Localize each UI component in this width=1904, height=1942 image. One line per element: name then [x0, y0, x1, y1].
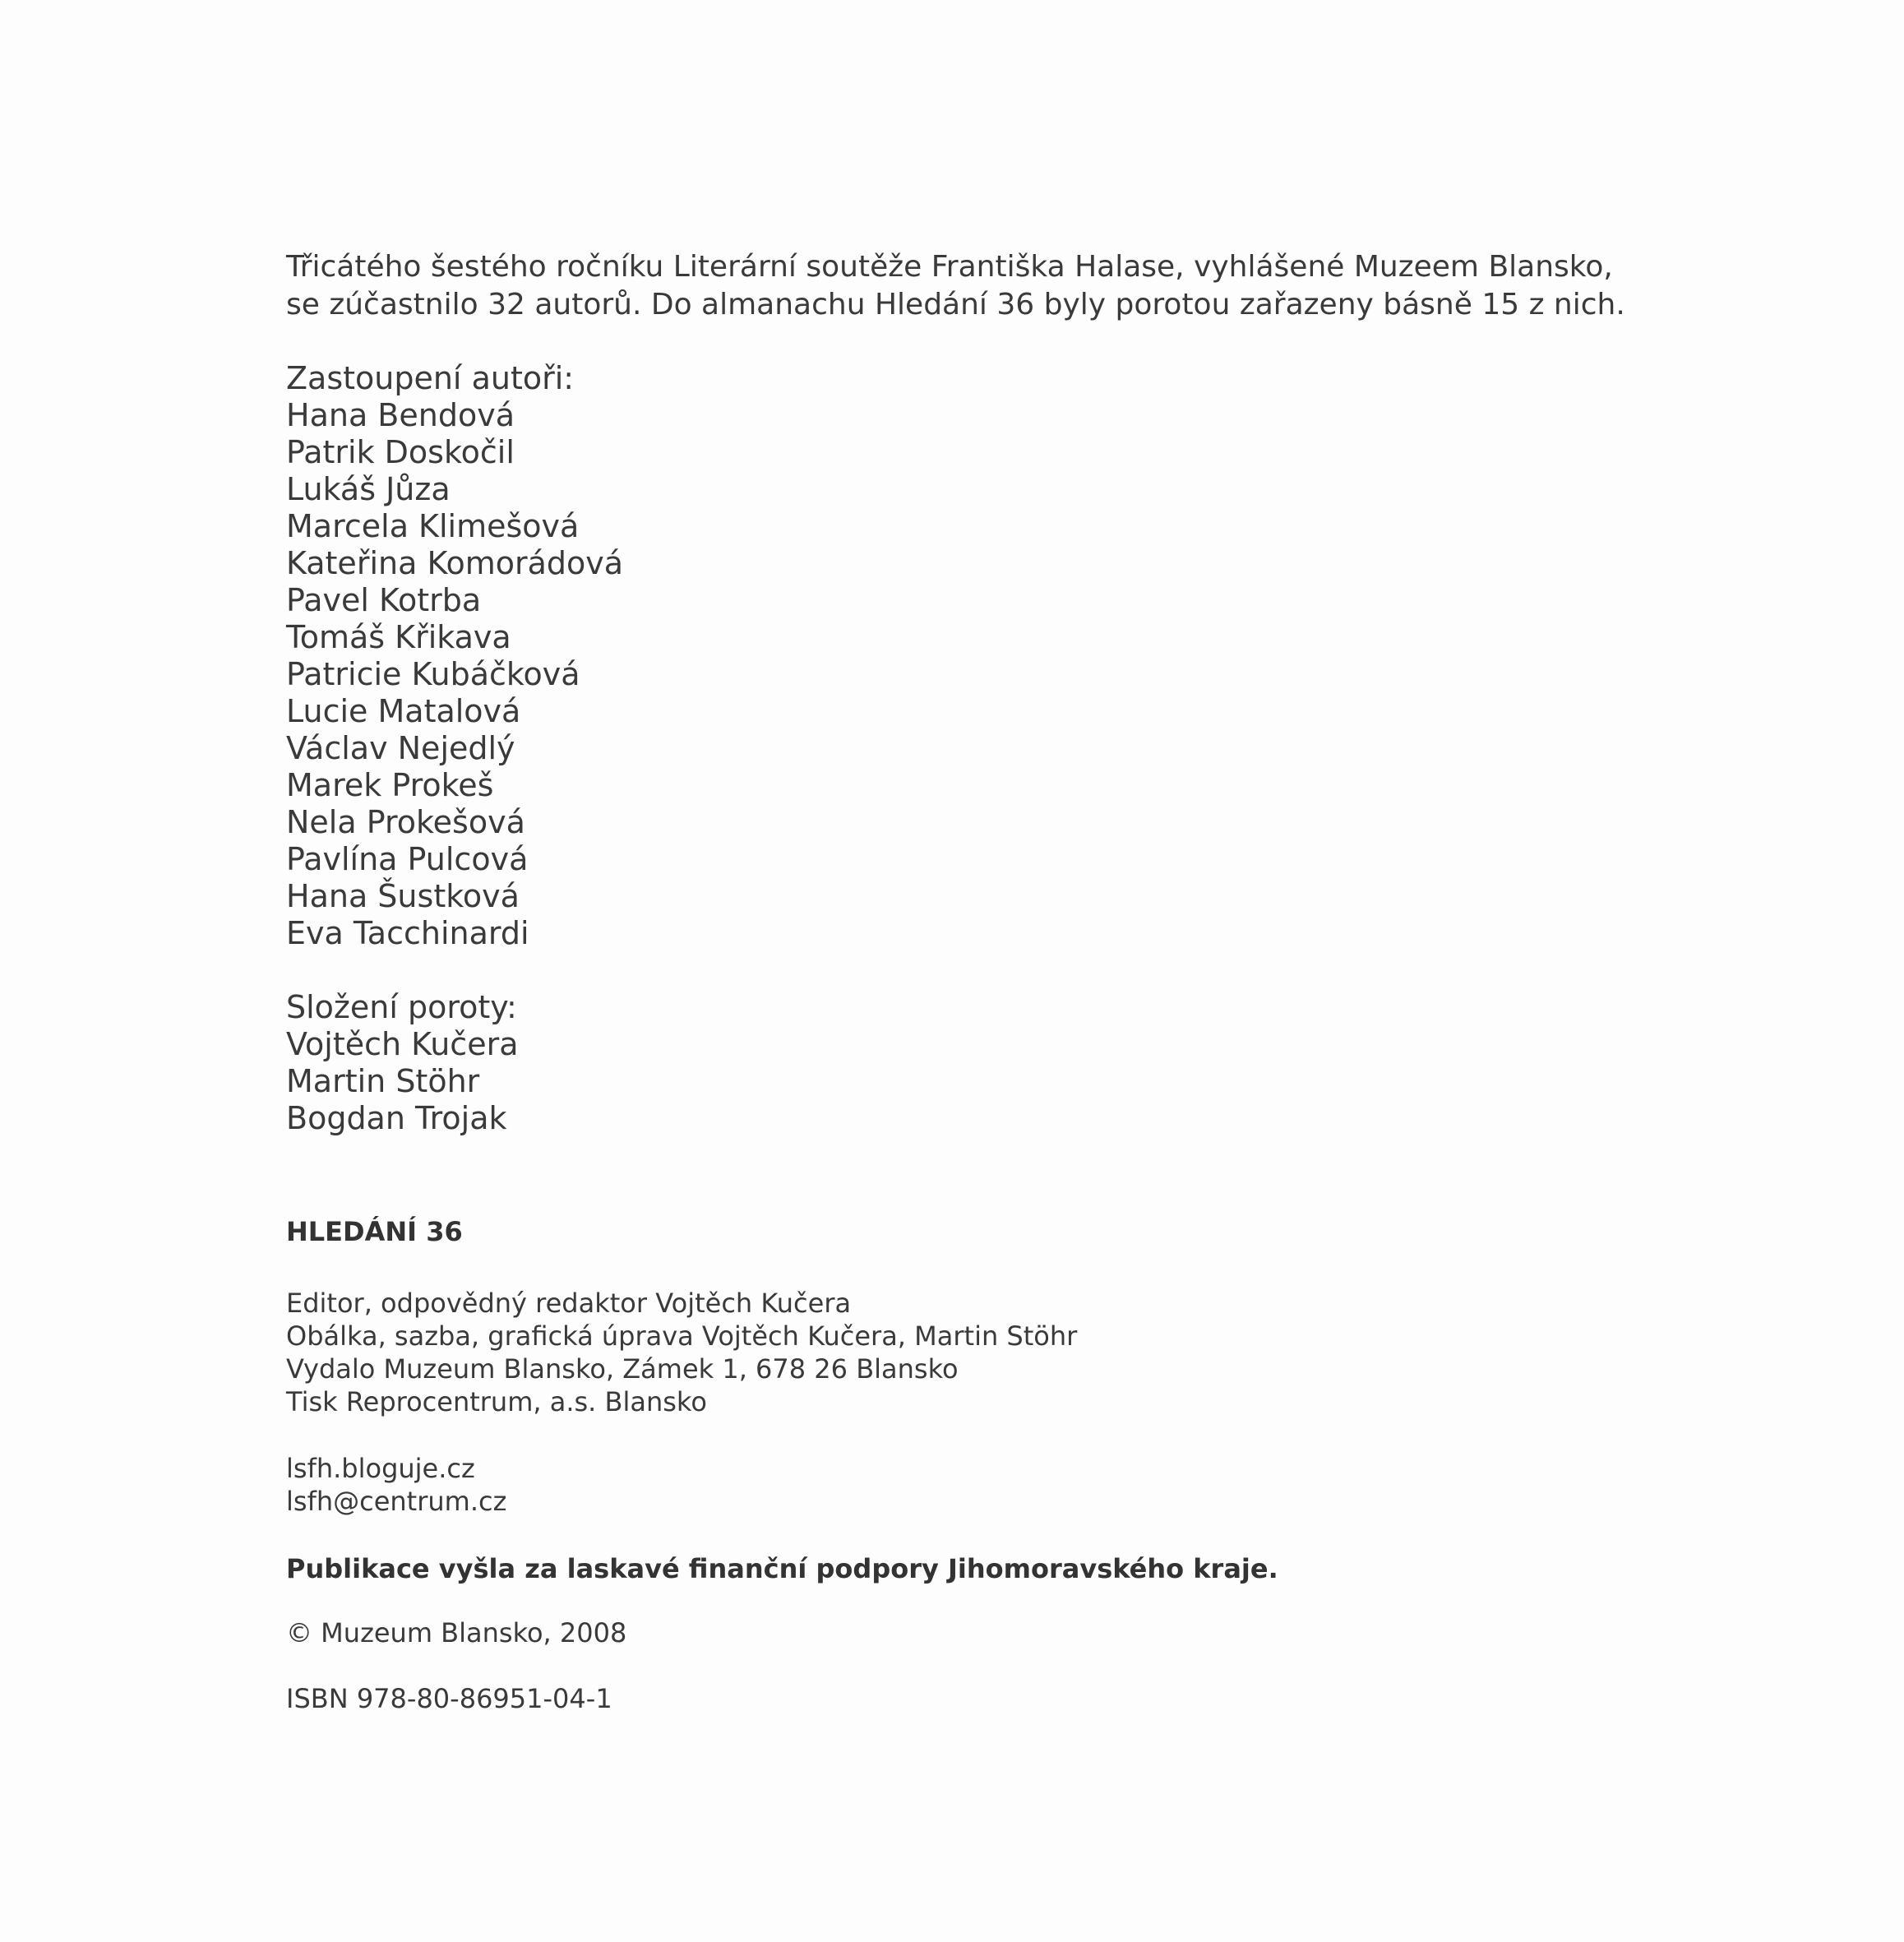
author-name: Marcela Klimešová: [286, 508, 580, 544]
author-name: Marek Prokeš: [286, 767, 494, 803]
author-name: Lukáš Jůza: [286, 471, 451, 507]
author-name: Hana Bendová: [286, 397, 515, 433]
support-note: Publikace vyšla za laskavé finanční podpory Jihomoravského kraje.: [286, 1553, 1278, 1584]
author-name: Patrik Doskočil: [286, 434, 515, 470]
jury-heading: Složení poroty:: [286, 989, 517, 1025]
author-name: Lucie Matalová: [286, 693, 521, 729]
author-name: Hana Šustková: [286, 878, 520, 914]
author-name: Eva Tacchinardi: [286, 915, 529, 951]
email-link[interactable]: lsfh@centrum.cz: [286, 1486, 507, 1517]
web-contacts: [286, 1452, 506, 1518]
imprint-block: [286, 1287, 1077, 1418]
book-title: HLEDÁNÍ 36: [286, 1216, 463, 1247]
author-name: Nela Prokešová: [286, 804, 525, 840]
imprint-line: Tisk Reprocentrum, a.s. Blansko: [286, 1386, 707, 1417]
intro-line: se zúčastnilo 32 autorů. Do almanachu Hledání 36 byly porotou zařazeny básně 15 z nich.: [286, 288, 1625, 321]
intro-line: Třicátého šestého ročníku Literární soutěže Františka Halase, vyhlášené Muzeem Blansko,: [286, 250, 1613, 284]
imprint-line: Obálka, sazba, grafická úprava Vojtěch Kučera, Martin Stöhr: [286, 1320, 1078, 1352]
website-link[interactable]: lsfh.bloguje.cz: [286, 1453, 475, 1484]
author-name: Pavlína Pulcová: [286, 841, 529, 877]
author-name: Tomáš Křikava: [286, 619, 511, 655]
copyright-notice: © Muzeum Blansko, 2008: [286, 1617, 627, 1648]
jury-member: Vojtěch Kučera: [286, 1026, 519, 1062]
author-name: Patricie Kubáčková: [286, 656, 580, 692]
author-name: Václav Nejedlý: [286, 730, 515, 766]
author-name: Kateřina Komorádová: [286, 545, 624, 581]
intro-paragraph: [286, 248, 1733, 324]
authors-list: [286, 360, 623, 952]
imprint-line: Vydalo Muzeum Blansko, Zámek 1, 678 26 Blansko: [286, 1353, 959, 1385]
authors-heading: Zastoupení autoři:: [286, 360, 575, 396]
author-name: Pavel Kotrba: [286, 582, 482, 618]
jury-member: Bogdan Trojak: [286, 1100, 507, 1136]
jury-member: Martin Stöhr: [286, 1063, 480, 1099]
isbn-number: ISBN 978-80-86951-04-1: [286, 1683, 612, 1714]
jury-list: [286, 989, 518, 1137]
imprint-line: Editor, odpovědný redaktor Vojtěch Kučera: [286, 1288, 852, 1319]
